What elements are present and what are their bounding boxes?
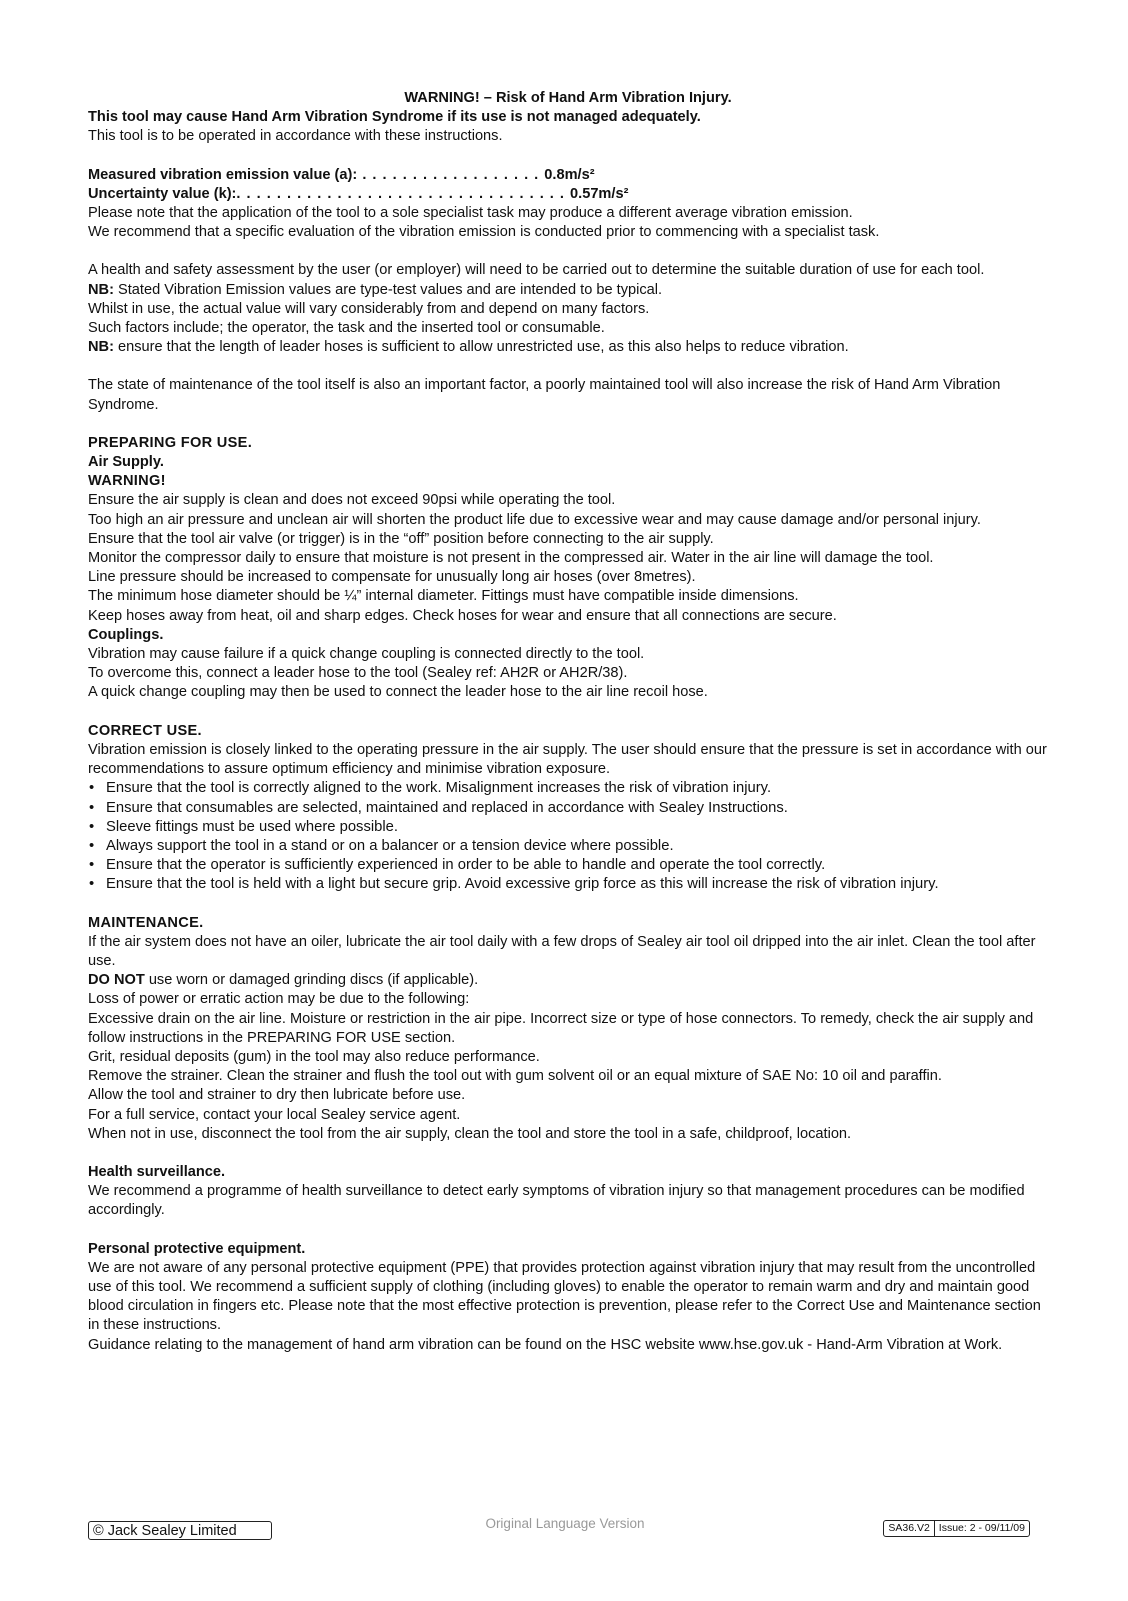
paragraph-line: Excessive drain on the air line. Moisture or restriction in the air pipe. Incorrect size or type of hose connectors. To remedy, check the air supply and follow instructions in the PREPARING FOR USE section. bbox=[88, 1010, 1034, 1046]
paragraph-line: Too high an air pressure and unclean air will shorten the product life due to excessive wear and may cause damage and/or personal injury. bbox=[88, 511, 981, 528]
nb-note: NB: ensure that the length of leader hoses is sufficient to allow unrestricted use, as this also helps to reduce vibration. bbox=[88, 339, 849, 356]
do-not-note: DO NOT use worn or damaged grinding discs (if applicable). bbox=[88, 972, 479, 989]
paragraph-line: Monitor the compressor daily to ensure that moisture is not present in the compressed air. Water in the air line will damage the tool. bbox=[88, 550, 934, 567]
list-item: • Ensure that the tool is held with a light but secure grip. Avoid excessive grip force as this will increase the risk of vibration injury. bbox=[88, 875, 1048, 894]
paragraph-line: Such factors include; the operator, the task and the inserted tool or consumable. bbox=[88, 320, 605, 337]
section-heading-correct-use: CORRECT USE. bbox=[88, 722, 202, 739]
paragraph-line: A quick change coupling may then be used to connect the leader hose to the air line recoil hose. bbox=[88, 684, 708, 701]
intro-text: This tool is to be operated in accordance with these instructions. bbox=[88, 128, 503, 145]
nb-note: NB: Stated Vibration Emission values are type-test values and are intended to be typical. bbox=[88, 281, 663, 298]
guidance-paragraph: Guidance relating to the management of hand arm vibration can be found on the HSC website www.hse.gov.uk - Hand-Arm Vibration at Work. bbox=[88, 1336, 1003, 1353]
paragraph-line: Ensure the air supply is clean and does not exceed 90psi while operating the tool. bbox=[88, 492, 616, 509]
paragraph-line: Remove the strainer. Clean the strainer and flush the tool out with gum solvent oil or an equal mixture of SAE No: 10 oil and paraffin. bbox=[88, 1068, 942, 1085]
paragraph-line: For a full service, contact your local Sealey service agent. bbox=[88, 1106, 461, 1123]
health-paragraph: We recommend a programme of health surveillance to detect early symptoms of vibration injury so that management procedures can be modified accordingly. bbox=[88, 1183, 1025, 1219]
list-item: • Ensure that the tool is correctly aligned to the work. Misalignment increases the risk of vibration injury. bbox=[88, 779, 1048, 798]
subheading-air-supply: Air Supply. bbox=[88, 454, 164, 471]
document-body bbox=[88, 89, 1048, 1355]
paragraph-line: To overcome this, connect a leader hose to the tool (Sealey ref: AH2R or AH2R/38). bbox=[88, 665, 628, 682]
paragraph-line: Grit, residual deposits (gum) in the tool may also reduce performance. bbox=[88, 1048, 540, 1065]
warning-title: WARNING! – Risk of Hand Arm Vibration Injury. bbox=[404, 90, 732, 106]
paragraph-line: The minimum hose diameter should be ¼” internal diameter. Fittings must have compatible inside dimensions. bbox=[88, 588, 799, 605]
paragraph-line: Line pressure should be increased to compensate for unusually long air hoses (over 8metres). bbox=[88, 569, 696, 586]
warning-subtitle: This tool may cause Hand Arm Vibration Syndrome if its use is not managed adequately. bbox=[88, 109, 701, 126]
document-code: SA36.V2 bbox=[888, 1522, 930, 1534]
maintenance-factor-paragraph: The state of maintenance of the tool itself is also an important factor, a poorly maintained tool will also increase the risk of Hand Arm Vibration Syndrome. bbox=[88, 377, 1001, 413]
issue-box bbox=[883, 1520, 1030, 1537]
ppe-paragraph: We are not aware of any personal protective equipment (PPE) that provides protection against vibration injury that may result from the uncontrolled use of this tool. We recommend a sufficient supply of clothing (including gloves) to enable the operator to remain warm and dry and maintain good blood circulation in fingers etc. Please note that the most effective protection is prevention, please refer to the Correct Use and Maintenance section in these instructions. bbox=[88, 1259, 1041, 1334]
paragraph-line: We recommend that a specific evaluation of the vibration emission is conducted prior to commencing with a specialist task. bbox=[88, 224, 880, 241]
paragraph-line: Please note that the application of the tool to a sole specialist task may produce a different average vibration emission. bbox=[88, 205, 853, 222]
subheading-couplings: Couplings. bbox=[88, 626, 164, 643]
correct-use-intro: Vibration emission is closely linked to the operating pressure in the air supply. The user should ensure that the pressure is set in accordance with our recommendations to assure optimum efficiency and minimise vibration exposure. bbox=[88, 741, 1047, 778]
assessment-paragraph: A health and safety assessment by the user (or employer) will need to be carried out to determine the suitable duration of use for each tool. bbox=[88, 262, 985, 279]
paragraph-line: Keep hoses away from heat, oil and sharp edges. Check hoses for wear and ensure that all connections are secure. bbox=[88, 607, 837, 624]
list-item: • Ensure that consumables are selected, maintained and replaced in accordance with Sealey Instructions. bbox=[88, 799, 1048, 818]
list-item: • Ensure that the operator is sufficiently experienced in order to be able to handle and operate the tool correctly. bbox=[88, 856, 1048, 875]
section-heading-health: Health surveillance. bbox=[88, 1163, 226, 1180]
section-heading-maintenance: MAINTENANCE. bbox=[88, 914, 204, 931]
paragraph-line: Ensure that the tool air valve (or trigger) is in the “off” position before connecting to the air supply. bbox=[88, 530, 714, 547]
list-item: • Sleeve fittings must be used where possible. bbox=[88, 818, 1048, 837]
correct-use-bullet-list bbox=[88, 779, 1048, 894]
uncertainty-value-line: Uncertainty value (k):. . . . . . . . . . . . . . . . . . . . . . . . . . . . . . . . . 0.57m/s² bbox=[88, 185, 629, 202]
section-heading-ppe: Personal protective equipment. bbox=[88, 1240, 306, 1257]
paragraph-line: Whilst in use, the actual value will vary considerably from and depend on many factors. bbox=[88, 300, 650, 317]
section-heading-preparing: PREPARING FOR USE. bbox=[88, 434, 253, 451]
issue-date: Issue: 2 - 09/11/09 bbox=[934, 1521, 1029, 1536]
paragraph-line: Vibration may cause failure if a quick change coupling is connected directly to the tool. bbox=[88, 646, 645, 663]
paragraph-line: If the air system does not have an oiler, lubricate the air tool daily with a few drops of Sealey air tool oil dripped into the air inlet. Clean the tool after use. bbox=[88, 933, 1036, 969]
warning-label: WARNING! bbox=[88, 473, 166, 490]
paragraph-line: When not in use, disconnect the tool from the air supply, clean the tool and store the tool in a safe, childproof, location. bbox=[88, 1125, 852, 1142]
paragraph-line: Loss of power or erratic action may be due to the following: bbox=[88, 991, 470, 1008]
copyright-box: © Jack Sealey Limited bbox=[88, 1521, 272, 1540]
language-version: Original Language Version bbox=[485, 1516, 645, 1531]
list-item: • Always support the tool in a stand or on a balancer or a tension device where possible. bbox=[88, 837, 1048, 856]
measured-value-line: Measured vibration emission value (a): . . . . . . . . . . . . . . . . . . 0.8m/s² bbox=[88, 166, 595, 183]
paragraph-line: Allow the tool and strainer to dry then lubricate before use. bbox=[88, 1087, 466, 1104]
